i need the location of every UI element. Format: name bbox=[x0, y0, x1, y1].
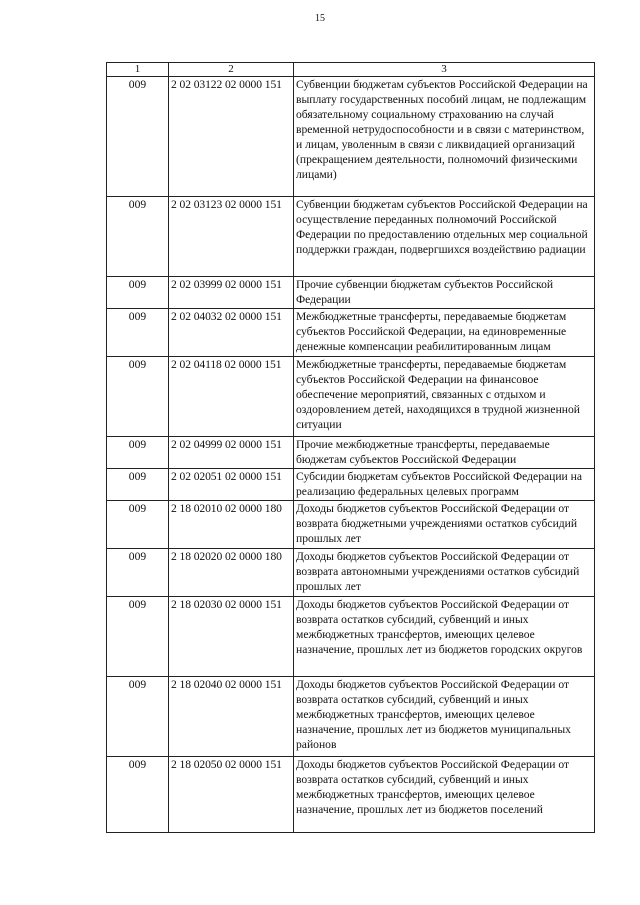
budget-code-cell: 2 02 03122 02 0000 151 bbox=[169, 77, 294, 197]
description-cell: Доходы бюджетов субъектов Российской Федерации от возврата остатков субсидий, субвенций и иных межбюджетных трансфертов, имеющих целевое назначение, прошлых лет из бюджетов городских округов bbox=[294, 597, 595, 677]
budget-code-cell: 2 02 04118 02 0000 151 bbox=[169, 357, 294, 437]
admin-code-cell: 009 bbox=[107, 549, 169, 597]
budget-code-cell: 2 18 02050 02 0000 151 bbox=[169, 757, 294, 833]
revenue-codes-table bbox=[106, 62, 595, 833]
budget-code-cell: 2 18 02010 02 0000 180 bbox=[169, 501, 294, 549]
description-cell: Субсидии бюджетам субъектов Российской Федерации на реализацию федеральных целевых программ bbox=[294, 469, 595, 501]
page-number: 15 bbox=[315, 13, 325, 24]
budget-code-cell: 2 02 03999 02 0000 151 bbox=[169, 277, 294, 309]
header-row bbox=[107, 63, 595, 77]
description-cell: Доходы бюджетов субъектов Российской Федерации от возврата остатков субсидий, субвенций и иных межбюджетных трансфертов, имеющих целевое назначение, прошлых лет из бюджетов муниципальных районов bbox=[294, 677, 595, 757]
admin-code-cell: 009 bbox=[107, 309, 169, 357]
description-cell: Доходы бюджетов субъектов Российской Федерации от возврата автономными учреждениями остатков субсидий прошлых лет bbox=[294, 549, 595, 597]
budget-code-cell: 2 18 02030 02 0000 151 bbox=[169, 597, 294, 677]
admin-code-cell: 009 bbox=[107, 469, 169, 501]
description-cell: Субвенции бюджетам субъектов Российской Федерации на выплату государственных пособий лицам, не подлежащим обязательному социальному страхованию на случай временной нетрудоспособности и в связи с материнством, и лицам, уволенным в связи с ликвидацией организаций (прекращением деятельности, полномочий физическими лицами) bbox=[294, 77, 595, 197]
table-row bbox=[107, 77, 595, 197]
budget-code-cell: 2 02 02051 02 0000 151 bbox=[169, 469, 294, 501]
admin-code-cell: 009 bbox=[107, 757, 169, 833]
description-cell: Межбюджетные трансферты, передаваемые бюджетам субъектов Российской Федерации, на единовременные денежные компенсации реабилитированным лицам bbox=[294, 309, 595, 357]
description-cell: Межбюджетные трансферты, передаваемые бюджетам субъектов Российской Федерации на финансовое обеспечение мероприятий, связанных с отдыхом и оздоровлением детей, находящихся в трудной жизненной ситуации bbox=[294, 357, 595, 437]
table-body bbox=[107, 77, 595, 833]
table-row bbox=[107, 437, 595, 469]
admin-code-cell: 009 bbox=[107, 357, 169, 437]
table-row bbox=[107, 501, 595, 549]
description-cell: Прочие субвенции бюджетам субъектов Российской Федерации bbox=[294, 277, 595, 309]
description-cell: Субвенции бюджетам субъектов Российской Федерации на осуществление переданных полномочий Российской Федерации по предоставлению отдельных мер социальной поддержки граждан, подвергшихся воздействию радиации bbox=[294, 197, 595, 277]
admin-code-cell: 009 bbox=[107, 597, 169, 677]
column-header-1: 1 bbox=[107, 63, 169, 77]
budget-code-cell: 2 02 04999 02 0000 151 bbox=[169, 437, 294, 469]
column-header-3: 3 bbox=[294, 63, 595, 77]
budget-code-cell: 2 18 02020 02 0000 180 bbox=[169, 549, 294, 597]
table-row bbox=[107, 757, 595, 833]
table-row bbox=[107, 597, 595, 677]
column-header-2: 2 bbox=[169, 63, 294, 77]
table-row bbox=[107, 197, 595, 277]
table-row bbox=[107, 677, 595, 757]
description-cell: Прочие межбюджетные трансферты, передаваемые бюджетам субъектов Российской Федерации bbox=[294, 437, 595, 469]
admin-code-cell: 009 bbox=[107, 501, 169, 549]
admin-code-cell: 009 bbox=[107, 437, 169, 469]
table-row bbox=[107, 277, 595, 309]
table-row bbox=[107, 309, 595, 357]
table-header bbox=[107, 63, 595, 77]
admin-code-cell: 009 bbox=[107, 197, 169, 277]
budget-code-cell: 2 02 03123 02 0000 151 bbox=[169, 197, 294, 277]
budget-code-cell: 2 02 04032 02 0000 151 bbox=[169, 309, 294, 357]
description-cell: Доходы бюджетов субъектов Российской Федерации от возврата остатков субсидий, субвенций и иных межбюджетных трансфертов, имеющих целевое назначение, прошлых лет из бюджетов поселений bbox=[294, 757, 595, 833]
table-row bbox=[107, 549, 595, 597]
table-row bbox=[107, 469, 595, 501]
table-row bbox=[107, 357, 595, 437]
admin-code-cell: 009 bbox=[107, 277, 169, 309]
description-cell: Доходы бюджетов субъектов Российской Федерации от возврата бюджетными учреждениями остатков субсидий прошлых лет bbox=[294, 501, 595, 549]
admin-code-cell: 009 bbox=[107, 77, 169, 197]
budget-code-cell: 2 18 02040 02 0000 151 bbox=[169, 677, 294, 757]
admin-code-cell: 009 bbox=[107, 677, 169, 757]
